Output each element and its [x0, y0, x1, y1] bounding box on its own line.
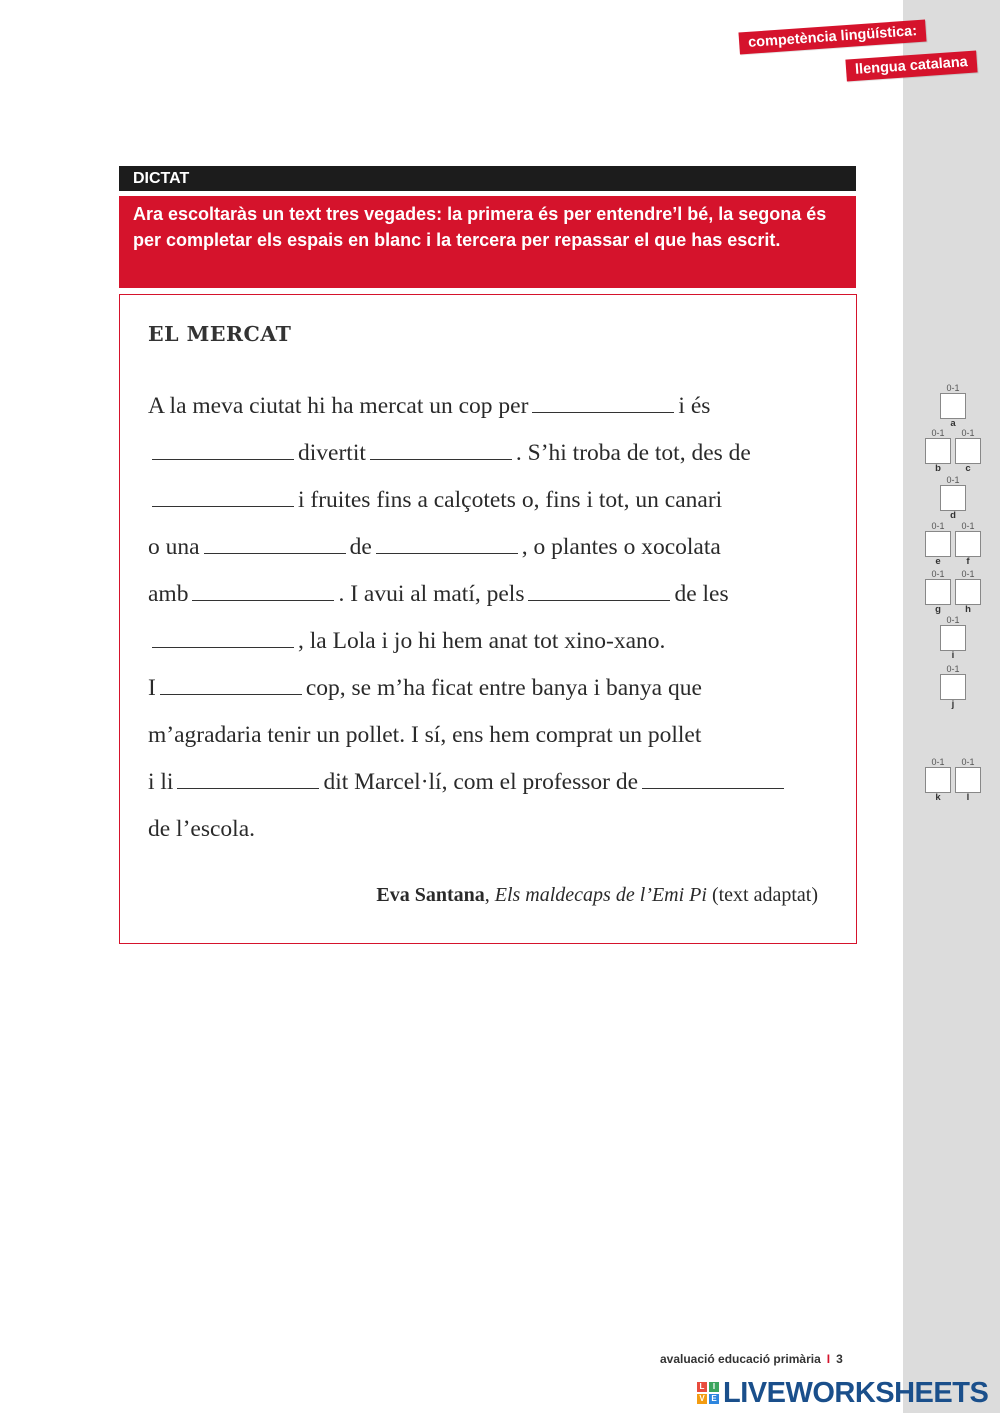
blank-field-h[interactable]	[528, 582, 670, 601]
blank-field-k[interactable]	[177, 770, 319, 789]
text-segment: divertit	[298, 440, 366, 466]
text-line	[148, 814, 255, 844]
score-checkbox-f	[955, 531, 981, 557]
text-line	[148, 391, 710, 421]
text-line	[148, 579, 729, 609]
score-box-f	[955, 521, 981, 567]
score-checkbox-b	[925, 438, 951, 464]
logo-grid-cell: L	[697, 1382, 707, 1392]
subject-tag-line1: competència lingüística:	[738, 19, 926, 54]
text-segment: amb	[148, 581, 189, 607]
liveworksheets-logo	[697, 1376, 988, 1410]
score-box-b	[925, 428, 951, 474]
score-checkbox-a	[940, 393, 966, 419]
score-letter: e	[935, 556, 941, 567]
logo-grid-cell: I	[709, 1382, 719, 1392]
score-checkbox-h	[955, 579, 981, 605]
footer-separator: I	[826, 1352, 831, 1366]
blank-field-g[interactable]	[192, 582, 334, 601]
text-segment: i li	[148, 769, 174, 795]
score-box-j	[940, 664, 966, 710]
blank-field-e[interactable]	[204, 535, 346, 554]
score-range-label: 0-1	[961, 428, 975, 438]
text-line	[148, 532, 721, 562]
score-checkbox-i	[940, 625, 966, 651]
score-box-e	[925, 521, 951, 567]
text-line	[148, 767, 788, 797]
score-range-label: 0-1	[946, 383, 960, 393]
score-checkbox-j	[940, 674, 966, 700]
text-line	[148, 720, 701, 750]
logo-grid-cell: V	[697, 1394, 707, 1404]
blank-field-b[interactable]	[152, 441, 294, 460]
logo-text: LIVEWORKSHEETS	[723, 1376, 989, 1409]
text-segment: i és	[678, 393, 711, 419]
score-range-label: 0-1	[961, 569, 975, 579]
blank-field-f[interactable]	[376, 535, 518, 554]
score-letter: d	[950, 510, 956, 521]
text-segment: de l’escola.	[148, 816, 256, 842]
text-segment: , la Lola i jo hi hem anat tot xino-xano.	[298, 628, 666, 654]
text-segment: dit Marcel·lí, com el professor de	[323, 769, 638, 795]
text-title: EL MERCAT	[148, 322, 292, 346]
score-range-label: 0-1	[931, 428, 945, 438]
text-segment: cop, se m’ha ficat entre banya i banya que	[305, 675, 702, 701]
score-letter: k	[935, 792, 941, 803]
score-range-label: 0-1	[931, 521, 945, 531]
score-letter: i	[951, 650, 955, 661]
footer-label: avaluació educació primària	[660, 1352, 821, 1366]
subject-tag-line2: llengua catalana	[845, 50, 977, 81]
credit: Eva Santana, Els maldecaps de l’Emi Pi (text adaptat)	[376, 884, 818, 906]
score-box-d	[940, 475, 966, 521]
score-letter: b	[935, 463, 941, 474]
text-line	[148, 626, 665, 656]
page-footer	[660, 1352, 843, 1366]
score-box-h	[955, 569, 981, 615]
text-segment: I	[148, 675, 156, 701]
blank-field-i[interactable]	[152, 629, 294, 648]
score-box-k	[925, 757, 951, 803]
text-segment: . S’hi troba de tot, des de	[515, 440, 751, 466]
score-box-a	[940, 383, 966, 429]
blank-field-j[interactable]	[160, 676, 302, 695]
score-box-l	[955, 757, 981, 803]
text-line	[148, 673, 702, 703]
text-line	[148, 438, 751, 468]
section-label: DICTAT	[119, 166, 856, 191]
instructions: Ara escoltaràs un text tres vegades: la primera és per entendre’l bé, la segona és per completar els espais en blanc i la tercera per repassar el que has escrit.	[119, 196, 856, 288]
credit-author: Eva Santana	[376, 884, 485, 906]
score-letter: h	[965, 604, 971, 615]
score-box-i	[940, 615, 966, 661]
text-segment: o una	[148, 534, 200, 560]
text-segment: A la meva ciutat hi ha mercat un cop per	[148, 393, 529, 419]
score-letter: a	[950, 418, 956, 429]
score-checkbox-l	[955, 767, 981, 793]
text-segment: . I avui al matí, pels	[338, 581, 525, 607]
logo-grid-cell: E	[709, 1394, 719, 1404]
score-range-label: 0-1	[931, 569, 945, 579]
score-checkbox-c	[955, 438, 981, 464]
text-segment: m’agradaria tenir un pollet. I sí, ens hem comprat un pollet	[148, 722, 702, 748]
score-checkbox-k	[925, 767, 951, 793]
text-line	[148, 485, 722, 515]
credit-note: (text adaptat)	[711, 884, 818, 906]
text-segment: i fruites fins a calçotets o, fins i tot, un canari	[298, 487, 723, 513]
score-letter: f	[966, 556, 970, 567]
score-checkbox-g	[925, 579, 951, 605]
score-letter: j	[951, 699, 955, 710]
blank-field-c[interactable]	[370, 441, 512, 460]
credit-book: Els maldecaps de l’Emi Pi	[494, 884, 707, 906]
score-range-label: 0-1	[946, 615, 960, 625]
blank-field-d[interactable]	[152, 488, 294, 507]
score-range-label: 0-1	[961, 521, 975, 531]
page-number: 3	[836, 1352, 843, 1366]
score-range-label: 0-1	[961, 757, 975, 767]
text-segment: , o plantes o xocolata	[521, 534, 721, 560]
score-box-c	[955, 428, 981, 474]
logo-grid-icon	[697, 1382, 719, 1404]
score-letter: g	[935, 604, 941, 615]
score-range-label: 0-1	[931, 757, 945, 767]
score-letter: l	[966, 792, 970, 803]
score-box-g	[925, 569, 951, 615]
blank-field-a[interactable]	[532, 394, 674, 413]
score-range-label: 0-1	[946, 475, 960, 485]
text-segment: de les	[674, 581, 729, 607]
score-range-label: 0-1	[946, 664, 960, 674]
score-checkbox-d	[940, 485, 966, 511]
text-segment: de	[349, 534, 372, 560]
score-checkbox-e	[925, 531, 951, 557]
score-letter: c	[965, 463, 971, 474]
blank-field-l[interactable]	[642, 770, 784, 789]
